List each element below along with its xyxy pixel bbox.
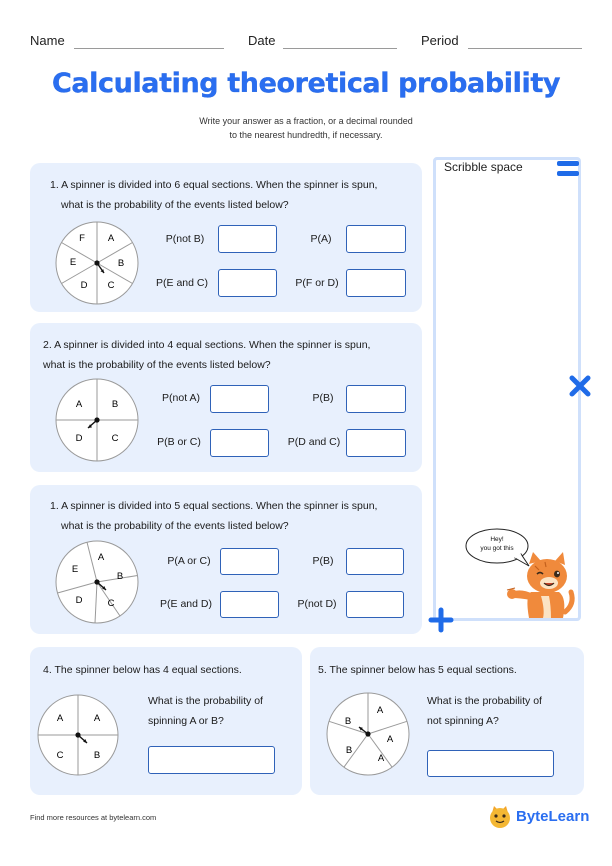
question-4-prompt-line-1: What is the probability of bbox=[148, 695, 263, 707]
answer-box[interactable] bbox=[218, 225, 277, 253]
sector-label: B bbox=[117, 258, 125, 269]
plus-icon bbox=[427, 607, 455, 633]
answer-box[interactable] bbox=[346, 591, 404, 618]
footer-resources: Find more resources at bytelearn.com bbox=[30, 813, 157, 822]
answer-box[interactable] bbox=[427, 750, 554, 777]
spinner-5-equal-sections bbox=[326, 692, 410, 776]
equals-icon bbox=[557, 160, 579, 178]
question-1-line-2: what is the probability of the events listed below? bbox=[61, 199, 289, 211]
spinner-5-sections bbox=[55, 540, 139, 624]
brand-name: ByteLearn bbox=[516, 808, 590, 825]
question-2-line-1: 2. A spinner is divided into 4 equal sections. When the spinner is spun, bbox=[43, 339, 371, 351]
sector-label: F bbox=[79, 233, 85, 244]
sector-label: D bbox=[75, 433, 83, 444]
spinner-6-sections bbox=[55, 221, 139, 305]
answer-box[interactable] bbox=[210, 385, 269, 413]
cat-mascot-icon bbox=[505, 552, 581, 622]
sector-label: C bbox=[111, 433, 119, 444]
speech-bubble-text bbox=[466, 535, 528, 553]
sector-label: E bbox=[71, 564, 79, 575]
sector-label: A bbox=[56, 713, 64, 724]
event-label: P(A) bbox=[310, 233, 332, 245]
instructions-line-2: to the nearest hundredth, if necessary. bbox=[229, 130, 383, 140]
name-field[interactable] bbox=[74, 48, 224, 49]
sector-label: B bbox=[116, 571, 124, 582]
question-5-prompt bbox=[427, 691, 542, 731]
question-5-prompt-line-2: not spinning A? bbox=[427, 715, 499, 727]
bytelearn-logo-icon bbox=[488, 805, 512, 829]
answer-box[interactable] bbox=[346, 225, 406, 253]
event-label: P(D and C) bbox=[287, 436, 341, 448]
event-label: P(E and C) bbox=[156, 277, 208, 289]
question-1-text bbox=[50, 175, 377, 215]
sector-label: A bbox=[97, 552, 105, 563]
question-5-prompt-line-1: What is the probability of bbox=[427, 695, 542, 707]
answer-box[interactable] bbox=[346, 429, 406, 457]
date-label: Date bbox=[248, 33, 276, 48]
question-4-text: 4. The spinner below has 4 equal sections. bbox=[43, 664, 242, 676]
sector-label: D bbox=[80, 280, 88, 291]
date-field[interactable] bbox=[283, 48, 397, 49]
sector-label: A bbox=[93, 713, 101, 724]
sector-label: C bbox=[56, 750, 64, 761]
sector-label: B bbox=[93, 750, 101, 761]
name-label: Name bbox=[30, 33, 65, 48]
sector-label: B bbox=[344, 716, 352, 727]
sector-label: C bbox=[107, 280, 115, 291]
answer-box[interactable] bbox=[220, 591, 279, 618]
spinner-4-equal-sections bbox=[37, 694, 119, 776]
event-label: P(not B) bbox=[165, 233, 205, 245]
speech-bubble-line-1: Hey! bbox=[490, 536, 504, 543]
sector-label: B bbox=[345, 745, 353, 756]
sector-label: E bbox=[69, 257, 77, 268]
question-2-line-2: what is the probability of the events listed below? bbox=[43, 359, 271, 371]
answer-box[interactable] bbox=[346, 269, 406, 297]
sector-label: A bbox=[107, 233, 115, 244]
sector-label: A bbox=[377, 753, 385, 764]
question-1-line-1: 1. A spinner is divided into 6 equal sections. When the spinner is spun, bbox=[50, 179, 378, 191]
question-4-prompt-line-2: spinning A or B? bbox=[148, 715, 224, 727]
event-label: P(not D) bbox=[297, 598, 337, 610]
scribble-title: Scribble space bbox=[444, 160, 523, 174]
speech-bubble-line-2: you got this bbox=[480, 545, 514, 552]
instructions bbox=[0, 114, 612, 142]
question-5-text: 5. The spinner below has 5 equal sections. bbox=[318, 664, 517, 676]
period-field[interactable] bbox=[468, 48, 582, 49]
event-label: P(A or C) bbox=[167, 555, 211, 567]
sector-label: C bbox=[107, 598, 115, 609]
answer-box[interactable] bbox=[148, 746, 275, 774]
question-4-prompt bbox=[148, 691, 263, 731]
sector-label: D bbox=[75, 595, 83, 606]
question-3-line-1: 1. A spinner is divided into 5 equal sections. When the spinner is spun, bbox=[50, 500, 378, 512]
question-3-line-2: what is the probability of the events listed below? bbox=[61, 520, 289, 532]
event-label: P(B) bbox=[312, 392, 334, 404]
spinner-4-sections bbox=[55, 378, 139, 462]
sector-label: B bbox=[111, 399, 119, 410]
answer-box[interactable] bbox=[210, 429, 269, 457]
multiply-icon bbox=[568, 374, 592, 398]
event-label: P(F or D) bbox=[295, 277, 339, 289]
question-2-text bbox=[43, 335, 370, 375]
sector-label: A bbox=[386, 734, 394, 745]
sector-label: A bbox=[75, 399, 83, 410]
worksheet-title: Calculating theoretical probability bbox=[51, 68, 561, 99]
period-label: Period bbox=[421, 33, 459, 48]
event-label: P(E and D) bbox=[160, 598, 212, 610]
answer-box[interactable] bbox=[218, 269, 277, 297]
answer-box[interactable] bbox=[346, 385, 406, 413]
sector-label: A bbox=[376, 705, 384, 716]
instructions-line-1: Write your answer as a fraction, or a decimal rounded bbox=[199, 116, 413, 126]
event-label: P(B) bbox=[312, 555, 334, 567]
event-label: P(not A) bbox=[162, 392, 200, 404]
answer-box[interactable] bbox=[220, 548, 279, 575]
answer-box[interactable] bbox=[346, 548, 404, 575]
question-3-text bbox=[50, 496, 377, 536]
event-label: P(B or C) bbox=[157, 436, 201, 448]
